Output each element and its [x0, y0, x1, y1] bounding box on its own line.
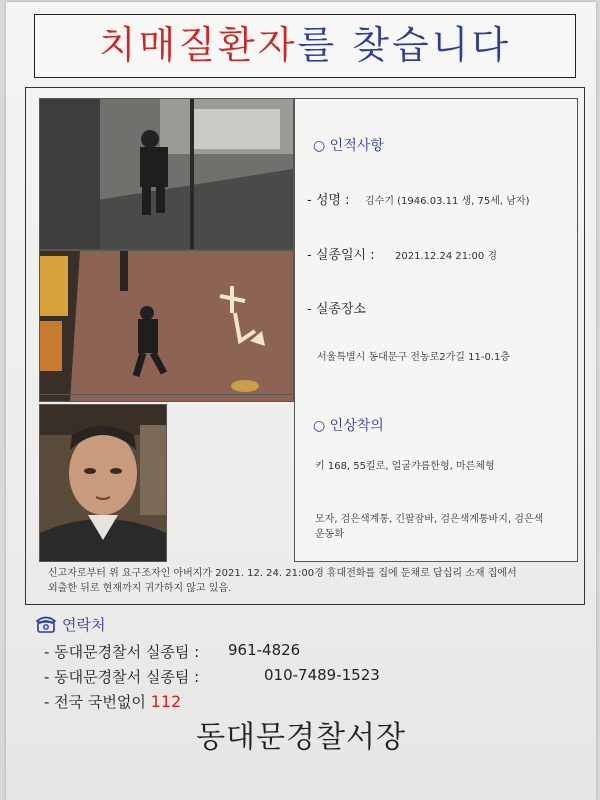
photo-divider — [39, 394, 292, 395]
report-line-1: 신고자로부터 위 요구조자인 아버지가 2021. 12. 24. 21:00경 휴대전화를 집에 둔채로 답십리 소재 집에서 — [48, 568, 517, 579]
title-blue-part: 를 찾습니다 — [297, 23, 512, 67]
info-panel — [294, 98, 578, 562]
contact-row-2-number: 010-7489-1523 — [264, 666, 380, 684]
contact-row-1-label: - 동대문경찰서 실종팀 : — [44, 643, 200, 661]
main-info-box — [25, 87, 585, 605]
cctv-photo-2 — [39, 250, 294, 402]
contact-row-1-number: 961-4826 — [228, 641, 301, 659]
profile-section-title: ○ 인적사항 — [313, 138, 384, 154]
appearance-line-2: 모자, 검은색계통, 긴팔잠바, 검은색계통바지, 검은색 — [315, 514, 544, 525]
name-label: - 성명 : — [307, 193, 350, 208]
contact-row-3-label — [44, 691, 181, 712]
emergency-label: - 전국 국번없이 — [44, 693, 146, 711]
missing-place-label: - 실종장소 — [307, 302, 367, 317]
appearance-line-1: 키 168, 55킬로, 얼굴갸름한형, 마른체형 — [315, 461, 495, 472]
title-box — [34, 14, 576, 78]
police-chief-signature: 동대문경찰서장 — [196, 720, 406, 755]
portrait-photo — [39, 404, 167, 562]
missing-person-poster — [6, 2, 596, 800]
missing-place-value: 서울특별시 동대문구 전농로2가길 11-0.1층 — [317, 352, 511, 363]
contact-row-2-label: - 동대문경찰서 실종팀 : — [44, 668, 200, 686]
name-value: 김수기 (1946.03.11 생, 75세, 남자) — [365, 196, 530, 207]
cctv-photo-1 — [39, 98, 294, 250]
missing-date-value: 2021.12.24 21:00 경 — [395, 251, 498, 262]
contact-header — [36, 614, 105, 637]
report-text — [48, 566, 568, 596]
report-line-2: 외출한 뒤로 현재까지 귀가하지 않고 있음. — [48, 583, 232, 594]
title-red-part: 치매질환자 — [98, 23, 298, 67]
contact-title: 연락처 — [62, 616, 106, 634]
missing-date-label: - 실종일시 : — [307, 248, 375, 263]
appearance-line-3: 운동화 — [315, 529, 344, 540]
phone-icon — [36, 615, 56, 637]
appearance-section-title: ○ 인상착의 — [313, 418, 384, 434]
emergency-number: 112 — [150, 692, 182, 711]
poster-title — [35, 23, 575, 67]
